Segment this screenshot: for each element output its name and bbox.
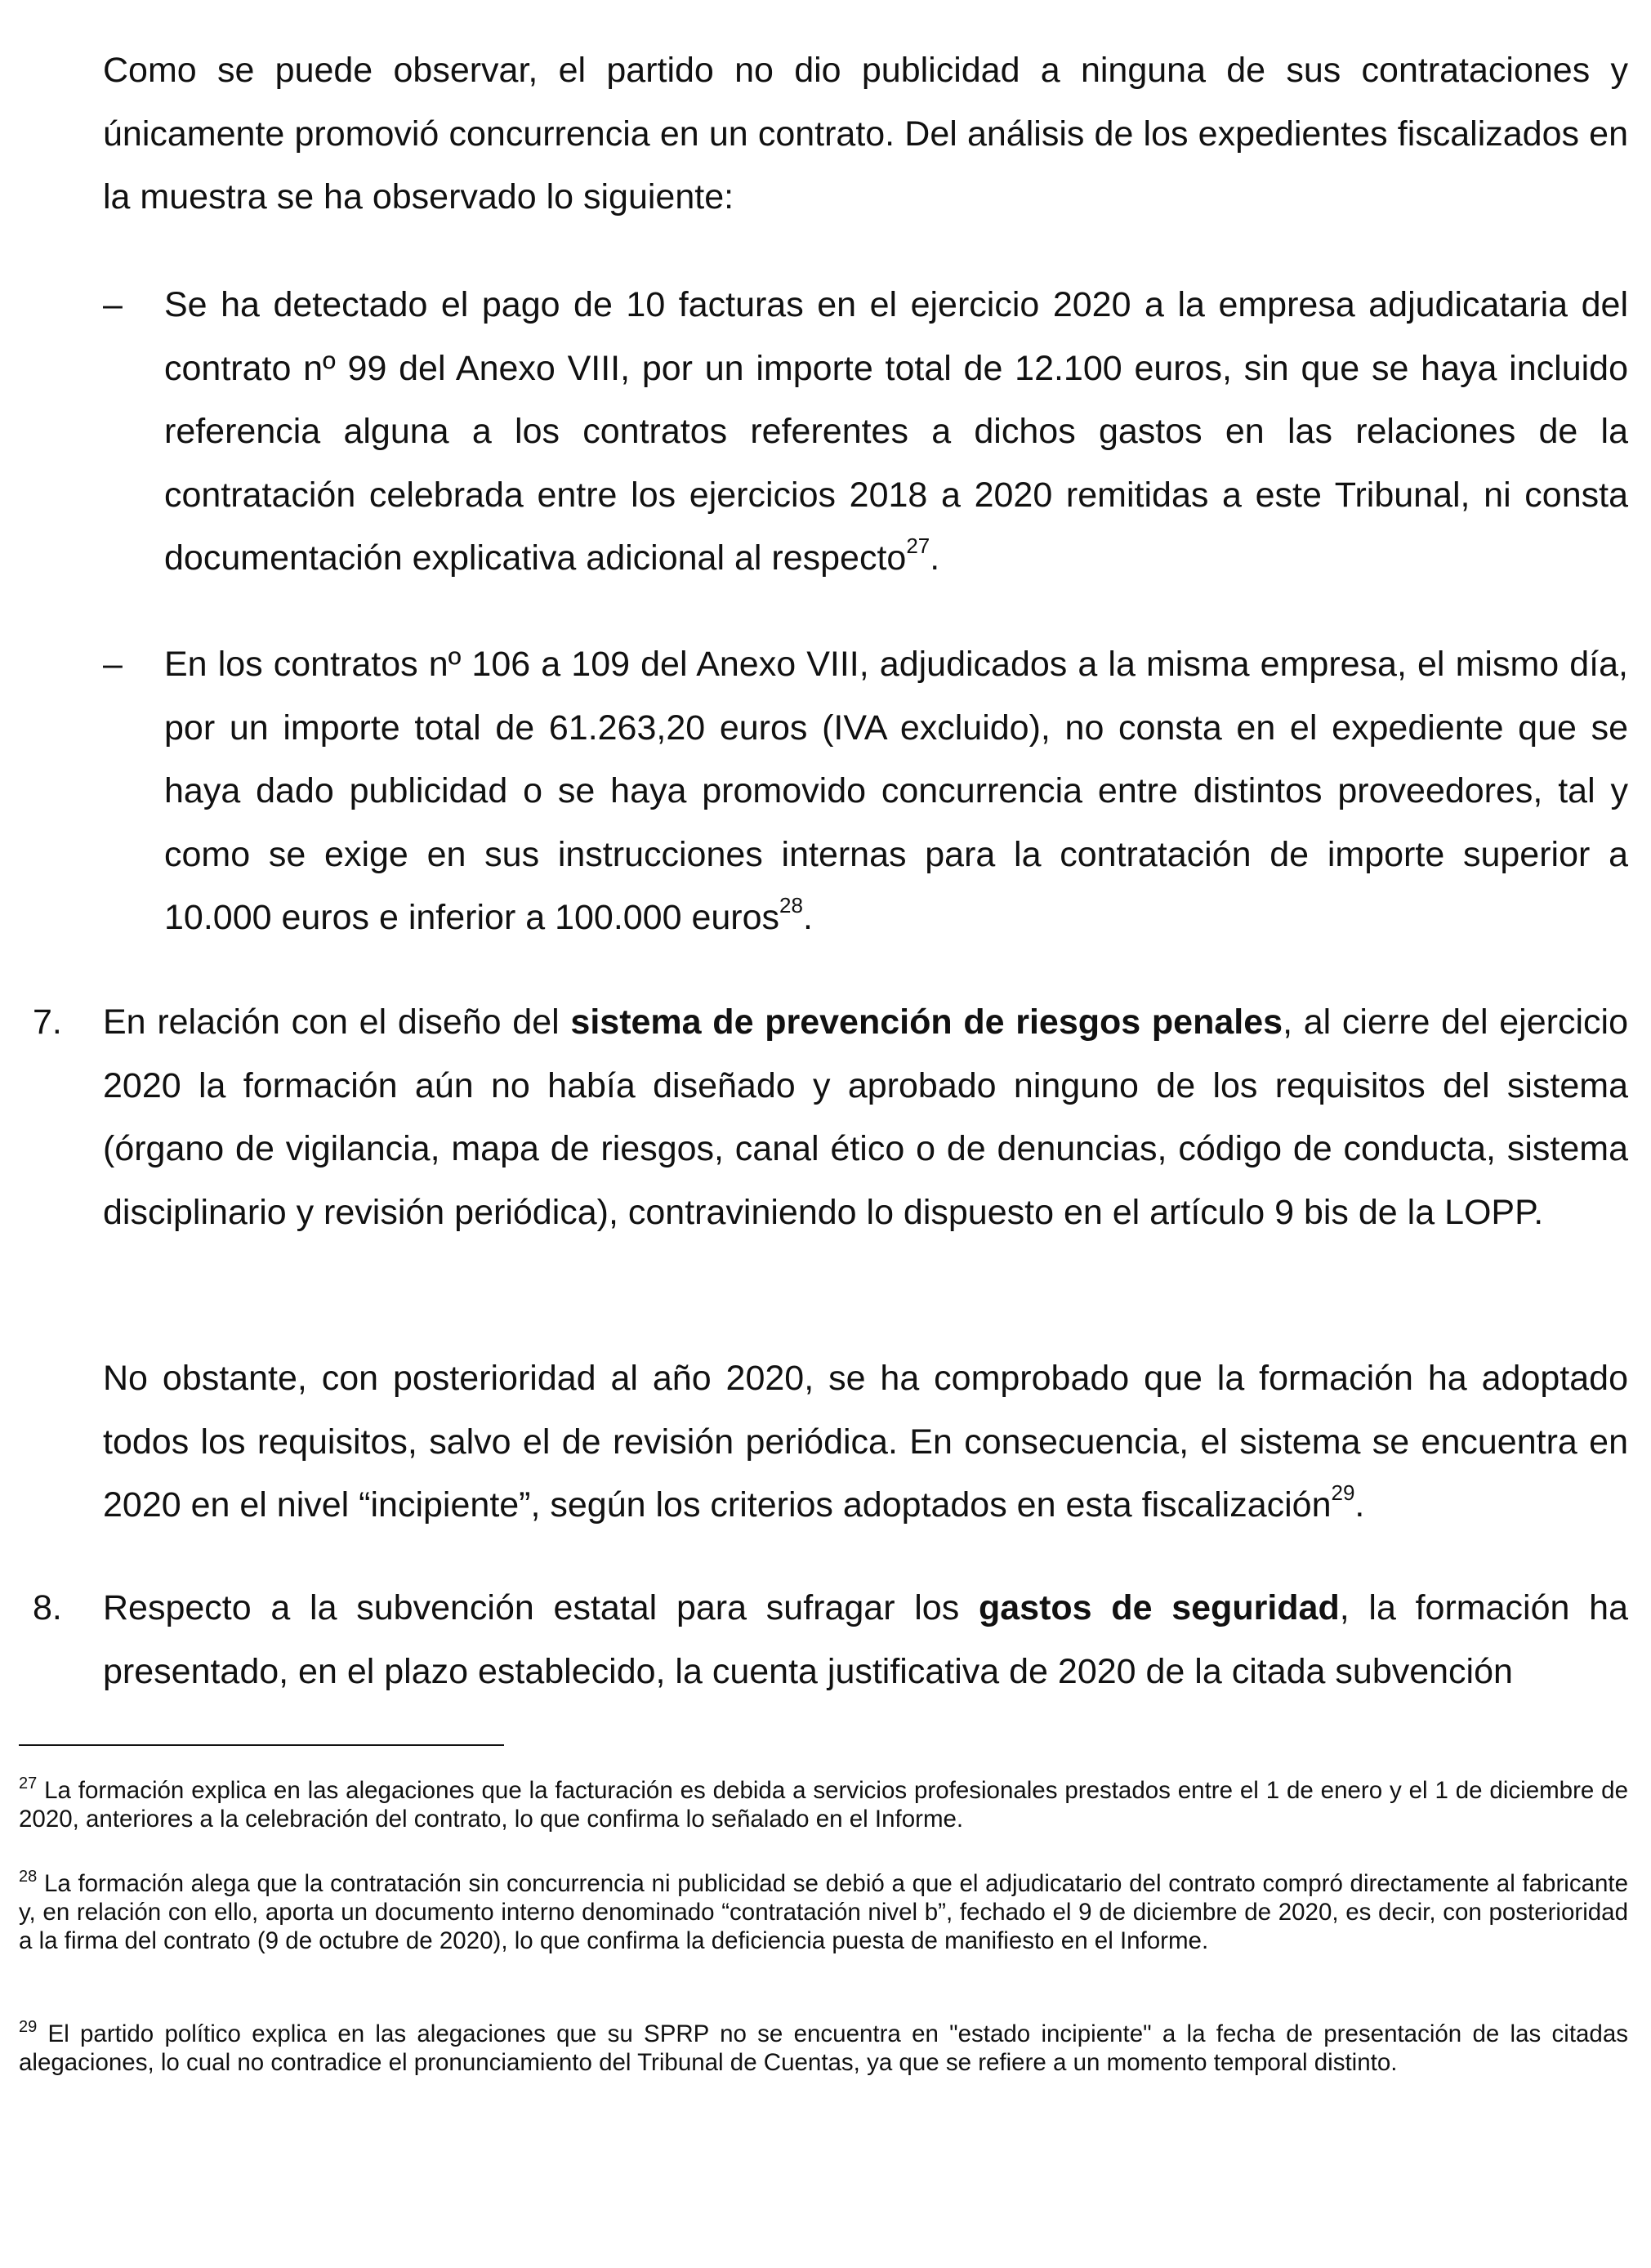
numbered-item-7 bbox=[33, 991, 1628, 1244]
footnote-number: 29 bbox=[19, 2018, 38, 2036]
bullet-text: En los contratos nº 106 a 109 del Anexo VIII, adjudicados a la misma empresa, el mismo día, por un importe total de 61.263,20 euros (IVA excluido), no consta en el expediente que se haya dado publicidad o se haya promovido concurrencia entre distintos proveedores, tal y como se exige en sus instrucciones internas para la contratación de importe superior a 10.000 euros e inferior a 100.000 euros$^{28}$. bbox=[164, 645, 1628, 937]
item-7-continuation: No obstante, con posterioridad al año 2020, se ha comprobado que la formación ha adoptado todos los requisitos, salvo el de revisión periódica. En consecuencia, el sistema se encuentra en 2020 en el nivel “incipiente”, según los criterios adoptados en esta fiscalización$^{29}$. bbox=[103, 1359, 1628, 1525]
bold-term: gastos de seguridad bbox=[978, 1588, 1340, 1627]
item-text: En relación con el diseño del sistema de prevención de riesgos penales, al cierre del ejercicio 2020 la formación aún no había diseñado y aprobado ninguno de los requisitos del sistema (órgano de vigilancia, mapa de riesgos, canal ético o de denuncias, código de conducta, sistema disciplinario y revisión periódica), contraviniendo lo dispuesto en el artículo 9 bis de la LOPP. bbox=[103, 1002, 1628, 1232]
footnote-ref-29[interactable]: 29 bbox=[1331, 1480, 1355, 1505]
footnote-separator bbox=[19, 1744, 504, 1746]
footnote-ref-28[interactable]: 28 bbox=[779, 893, 803, 917]
bullet-dash: – bbox=[103, 645, 123, 684]
footnote-ref-27[interactable]: 27 bbox=[906, 534, 930, 558]
item-text: Respecto a la subvención estatal para sufragar los gastos de seguridad, la formación ha presentado, en el plazo establecido, la cuenta justificativa de 2020 de la citada subvención bbox=[103, 1588, 1628, 1691]
footnote-29: $^{29}$ El partido político explica en las alegaciones que su SPRP no se encuentra en "estado incipiente" a la fecha de presentación de las citadas alegaciones, lo cual no contradice el pronunciamiento del Tribunal de Cuentas, ya que se refiere a un momento temporal distinto. bbox=[19, 2018, 1628, 2076]
item-number: 7. bbox=[33, 1002, 62, 1042]
item-number: 8. bbox=[33, 1588, 62, 1627]
footnote-number: 28 bbox=[19, 1868, 38, 1886]
footnote-28: $^{28}$ La formación alega que la contratación sin concurrencia ni publicidad se debió a que el adjudicatario del contrato compró directamente al fabricante y, en relación con ello, aporta un documento interno denominado “contratación nivel b”, fechado el 9 de diciembre de 2020, es decir, con posterioridad a la firma del contrato (9 de octubre de 2020), lo que confirma la deficiencia puesta de manifiesto en el Informe. bbox=[19, 1868, 1628, 1954]
footnote-27: $^{27}$ La formación explica en las alegaciones que la facturación es debida a servicios profesionales prestados entre el 1 de enero y el 1 de diciembre de 2020, anteriores a la celebración del contrato, lo que confirma lo señalado en el Informe. bbox=[19, 1775, 1628, 1833]
bullet-dash: – bbox=[103, 285, 123, 324]
bullet-text: Se ha detectado el pago de 10 facturas en el ejercicio 2020 a la empresa adjudicataria del contrato nº 99 del Anexo VIII, por un importe total de 12.100 euros, sin que se haya incluido referencia alguna a los contratos referentes a dichos gastos en las relaciones de la contratación celebrada entre los ejercicios 2018 a 2020 remitidas a este Tribunal, ni consta documentación explicativa adicional al respecto$^{27}$. bbox=[164, 285, 1628, 578]
footnote-number: 27 bbox=[19, 1775, 38, 1793]
intro-paragraph: Como se puede observar, el partido no dio publicidad a ninguna de sus contrataciones y únicamente promovió concurrencia en un contrato. Del análisis de los expedientes fiscalizados en la muestra se ha observado lo siguiente: bbox=[103, 51, 1628, 217]
bullet-item-1 bbox=[103, 274, 1628, 591]
bullet-item-2 bbox=[103, 633, 1628, 950]
bold-term: sistema de prevención de riesgos penales bbox=[570, 1002, 1283, 1042]
numbered-item-8 bbox=[33, 1577, 1628, 1703]
